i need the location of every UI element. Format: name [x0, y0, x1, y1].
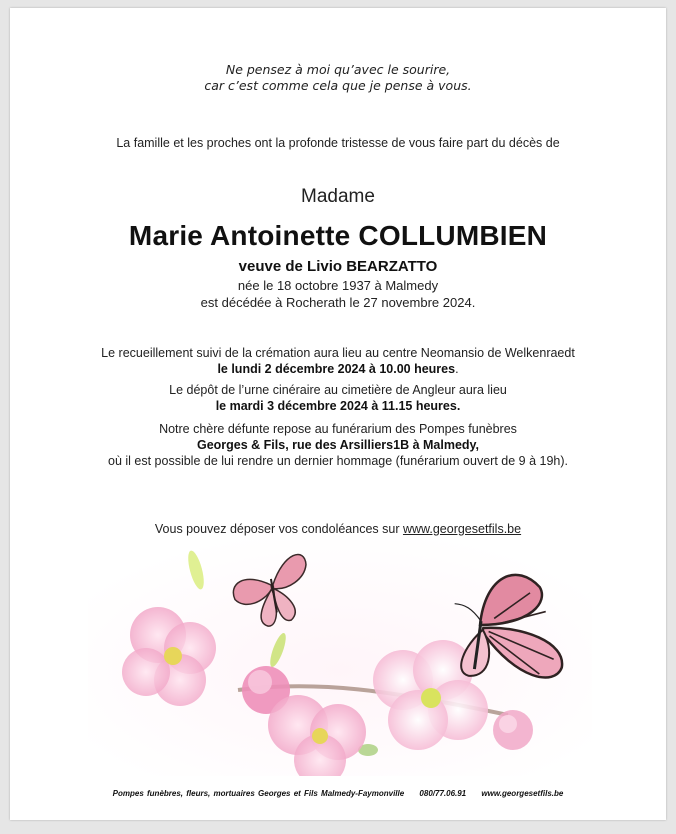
ceremony-date: le lundi 2 décembre 2024 à 10.00 heures — [217, 362, 456, 376]
bud-right — [493, 710, 533, 750]
footer-phone: 080/77.06.91 — [419, 789, 467, 798]
ceremony-date-suffix: . — [455, 362, 459, 376]
widow-of: veuve de Livio BEARZATTO — [238, 258, 438, 275]
flowers-butterflies-illustration — [88, 540, 592, 776]
intro-text: La famille et les proches ont la profonde tristesse de vous faire part du décès de — [116, 136, 560, 150]
footer-company: Pompes funèbres, fleurs, mortuaires Georges et Fils Malmedy-Faymonville — [112, 789, 405, 798]
deceased-name: Marie Antoinette COLLUMBIEN — [128, 220, 548, 251]
ceremony-info — [10, 345, 666, 377]
urn-line: Le dépôt de l’urne cinéraire au cimetière de Angleur aura lieu — [169, 383, 507, 397]
funerarium-info — [10, 421, 666, 469]
condolences-link[interactable]: www.georgesetfils.be — [402, 522, 522, 536]
birth-death-info — [10, 277, 666, 311]
deceased-title: Madame — [301, 186, 375, 207]
announcement-page — [10, 8, 666, 820]
funerarium-line-3: où il est possible de lui rendre un dernier hommage (funérarium ouvert de 9 à 19h). — [108, 454, 568, 468]
ceremony-line: Le recueillement suivi de la crémation aura lieu au centre Neomansio de Welkenraedt — [101, 346, 575, 360]
footer — [10, 789, 666, 798]
quote-line-2: car c’est comme cela que je pense à vous. — [204, 78, 472, 93]
condolences — [10, 522, 666, 536]
quote-line-1: Ne pensez à moi qu’avec le sourire, — [225, 62, 451, 77]
condolences-text: Vous pouvez déposer vos condoléances sur — [154, 522, 403, 536]
funerarium-line-1: Notre chère défunte repose au funérarium des Pompes funèbres — [159, 422, 517, 436]
urn-info — [10, 382, 666, 414]
footer-website: www.georgesetfils.be — [481, 789, 564, 798]
funerarium-address: Georges & Fils, rue des Arsilliers1B à Malmedy, — [196, 438, 480, 452]
birth-line: née le 18 octobre 1937 à Malmedy — [237, 278, 439, 293]
urn-date: le mardi 3 décembre 2024 à 11.15 heures. — [215, 399, 461, 413]
memorial-quote — [10, 62, 666, 94]
death-line: est décédée à Rocherath le 27 novembre 2024. — [200, 295, 476, 310]
